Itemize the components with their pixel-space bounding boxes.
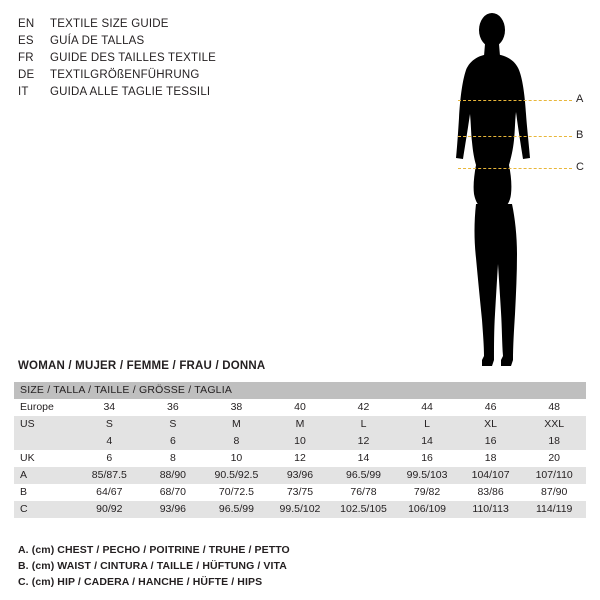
cell: 20 [522, 450, 586, 467]
cell: 12 [268, 450, 332, 467]
measure-label-a: A [576, 93, 584, 105]
cell: S [78, 416, 142, 433]
table-row [14, 484, 586, 501]
cell: 10 [268, 433, 332, 450]
cell: 96.5/99 [332, 467, 396, 484]
cell: 14 [395, 433, 459, 450]
cell: 93/96 [268, 467, 332, 484]
language-row-en [18, 16, 348, 33]
cell: 40 [268, 399, 332, 416]
measure-label-b: B [576, 129, 584, 141]
language-code-es: ES [18, 35, 34, 47]
measurement-legend [18, 542, 578, 590]
language-row-de [18, 67, 348, 84]
language-code-it: IT [18, 86, 29, 98]
cell: M [268, 416, 332, 433]
female-body-figure [430, 8, 590, 378]
cell: L [395, 416, 459, 433]
cell: 99.5/102 [268, 501, 332, 518]
table-header-row [14, 382, 586, 399]
cell: 6 [78, 450, 142, 467]
language-text-de: TEXTILGRÖßENFÜHRUNG [50, 69, 200, 81]
cell: 16 [395, 450, 459, 467]
cell: 44 [395, 399, 459, 416]
language-list [18, 16, 348, 101]
language-text-es: GUÍA DE TALLAS [50, 35, 145, 47]
table-row [14, 501, 586, 518]
cell: 104/107 [459, 467, 523, 484]
cell: 102.5/105 [332, 501, 396, 518]
cell: 36 [141, 399, 205, 416]
legend-item-a: A. (cm) CHEST / PECHO / POITRINE / TRUHE / PETTO [18, 544, 290, 556]
language-code-en: EN [18, 18, 35, 30]
cell: 18 [459, 450, 523, 467]
cell: 76/78 [332, 484, 396, 501]
row-label: Europe [14, 399, 78, 416]
cell: S [141, 416, 205, 433]
measure-line-a [458, 100, 572, 101]
row-label [14, 433, 78, 450]
cell: 93/96 [141, 501, 205, 518]
size-table [14, 382, 586, 518]
measure-label-c: C [576, 161, 584, 173]
cell: 83/86 [459, 484, 523, 501]
table-row [14, 399, 586, 416]
cell: 16 [459, 433, 523, 450]
cell: 6 [141, 433, 205, 450]
table-row [14, 433, 586, 450]
body-silhouette-icon [430, 8, 590, 378]
row-label: UK [14, 450, 78, 467]
row-label: US [14, 416, 78, 433]
cell: 73/75 [268, 484, 332, 501]
table-header-label: SIZE / TALLA / TAILLE / GRÖSSE / TAGLIA [14, 382, 586, 399]
cell: M [205, 416, 269, 433]
measure-line-b [458, 136, 572, 137]
legend-item-b: B. (cm) WAIST / CINTURA / TAILLE / HÜFTUNG / VITA [18, 560, 287, 572]
cell: 4 [78, 433, 142, 450]
cell: 48 [522, 399, 586, 416]
row-label: A [14, 467, 78, 484]
row-label: B [14, 484, 78, 501]
cell: 10 [205, 450, 269, 467]
language-row-es [18, 33, 348, 50]
cell: 114/119 [522, 501, 586, 518]
language-text-it: GUIDA ALLE TAGLIE TESSILI [50, 86, 211, 98]
cell: XL [459, 416, 523, 433]
cell: 107/110 [522, 467, 586, 484]
cell: 85/87.5 [78, 467, 142, 484]
legend-item-c: C. (cm) HIP / CADERA / HANCHE / HÜFTE / HIPS [18, 576, 263, 588]
cell: 14 [332, 450, 396, 467]
cell: 8 [205, 433, 269, 450]
language-row-it [18, 84, 348, 101]
cell: 46 [459, 399, 523, 416]
cell: 42 [332, 399, 396, 416]
section-title: WOMAN / MUJER / FEMME / FRAU / DONNA [18, 360, 266, 372]
cell: 96.5/99 [205, 501, 269, 518]
language-text-fr: GUIDE DES TAILLES TEXTILE [50, 52, 217, 64]
cell: XXL [522, 416, 586, 433]
cell: 90/92 [78, 501, 142, 518]
language-code-de: DE [18, 69, 35, 81]
table-row [14, 416, 586, 433]
cell: 68/70 [141, 484, 205, 501]
cell: 64/67 [78, 484, 142, 501]
cell: 87/90 [522, 484, 586, 501]
language-row-fr [18, 50, 348, 67]
cell: 106/109 [395, 501, 459, 518]
cell: 8 [141, 450, 205, 467]
cell: 34 [78, 399, 142, 416]
language-code-fr: FR [18, 52, 34, 64]
table-row [14, 450, 586, 467]
cell: 18 [522, 433, 586, 450]
cell: 90.5/92.5 [205, 467, 269, 484]
cell: 79/82 [395, 484, 459, 501]
cell: 38 [205, 399, 269, 416]
table-row [14, 467, 586, 484]
cell: L [332, 416, 396, 433]
row-label: C [14, 501, 78, 518]
cell: 12 [332, 433, 396, 450]
cell: 70/72.5 [205, 484, 269, 501]
cell: 99.5/103 [395, 467, 459, 484]
cell: 88/90 [141, 467, 205, 484]
cell: 110/113 [459, 501, 523, 518]
language-text-en: TEXTILE SIZE GUIDE [50, 18, 169, 30]
measure-line-c [458, 168, 572, 169]
